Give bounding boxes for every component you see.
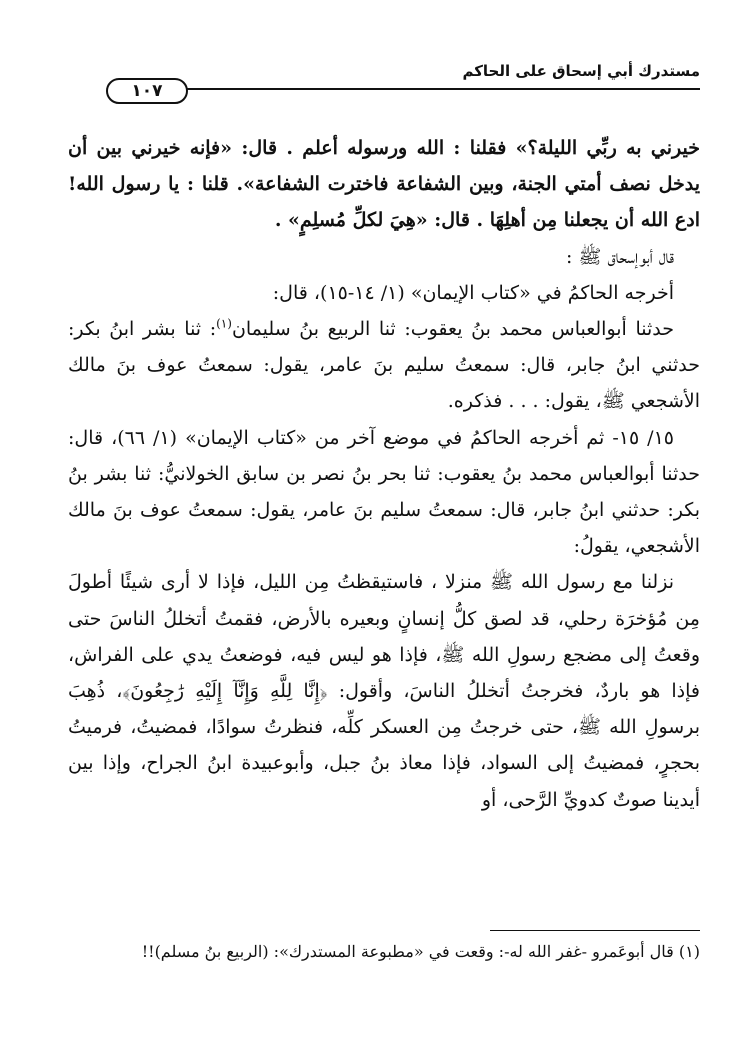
page-number: ١٠٧ [106, 78, 188, 104]
paragraph-abu-ishaq: قال أبوإسحاق ﷺ : [566, 245, 674, 268]
body-text [68, 130, 700, 818]
isnad-rest: : ثنا بشر ابنُ بكر: حدثني ابنُ جابر، قال: سمعتُ سليم بنَ عامر، يقول: سمعتُ عوف بنَ مالك الأشجعي ﷺ، يقول: . . . فذكره. [68, 318, 700, 413]
paragraph-takhrij-intro: أخرجه الحاكمُ في «كتاب الإيمان» (١/ ١٤-١٥)، قال: [272, 281, 674, 304]
paragraph-isnad-first [68, 311, 700, 420]
header-rule [156, 88, 700, 90]
footnote-rule [490, 930, 700, 931]
footnote-ref: (١) [216, 316, 232, 331]
page-header [68, 58, 700, 101]
footnote: (١) قال أبوعَمرو -غفر الله له-: وقعت في «مطبوعة المستدرك»: (الربيع بنُ مسلم)!! [141, 942, 700, 961]
paragraph-hadith-end: خيرني به ربِّي الليلة؟» فقلنا : الله ورسوله أعلم . قال: «فإنه خيرني بين أن يدخل نصف أمتي الجنة، وبين الشفاعة فاخترت الشفاعة». قلنا : يا رسول الله! ادع الله أن يجعلنا مِن أهلِهَا . قال: «هِيَ لكلِّ مُسلِمٍ» . [68, 137, 700, 232]
running-title: مستدرك أبي إسحاق على الحاكم [462, 62, 700, 80]
paragraph-hadith-narration: نزلنا مع رسول الله ﷺ منزلا ، فاستيقظتُ مِن الليل، فإذا لا أرى شيئًا أطولَ مِن مُؤخرَة رحلي، قد لصق كلُّ إنسانٍ وبعيره بالأرض، فقمتُ أتخللُ الناسَ حتى وقعتُ إلى مضجع رسولِ الله ﷺ، فإذا هو ليس فيه، فوضعتُ يدي على الفراش، فإذا هو باردٌ، فخرجتُ أتخللُ الناسَ، وأقول: ﴿إِنَّا لِلَّهِ وَإِنَّآ إِلَيْهِ رَٰجِعُونَ﴾، ذُهِبَ برسولِ الله ﷺ، حتى خرجتُ مِن العسكر كلِّه، فنظرتُ سوادًا، فمضيتُ، فرميتُ بحجرٍ، فمضيتُ إلى السواد، فإذا معاذ بنُ جبل، وأبوعبيدة ابنُ الجراح، وإذا بين أيدينا صوتٌ كدويِّ الرَّحى، أو [68, 571, 700, 811]
isnad-lead: حدثنا أبوالعباس محمد بنُ يعقوب: ثنا الربيع بنُ سليمان [231, 318, 674, 341]
paragraph-entry-15: ١٥/ ١٥- ثم أخرجه الحاكمُ في موضع آخر من «كتاب الإيمان» (١/ ٦٦)، قال: حدثنا أبوالعباس محمد بنُ يعقوب: ثنا بحر بنُ نصر بن سابق الخولانيُّ: ثنا بشر بنُ بكر: حدثني ابنُ جابر، قال: سمعتُ سليم بنَ عامر، يقول: سمعتُ عوف بنَ مالك الأشجعي، يقولُ: [68, 426, 700, 558]
book-page [68, 58, 700, 998]
